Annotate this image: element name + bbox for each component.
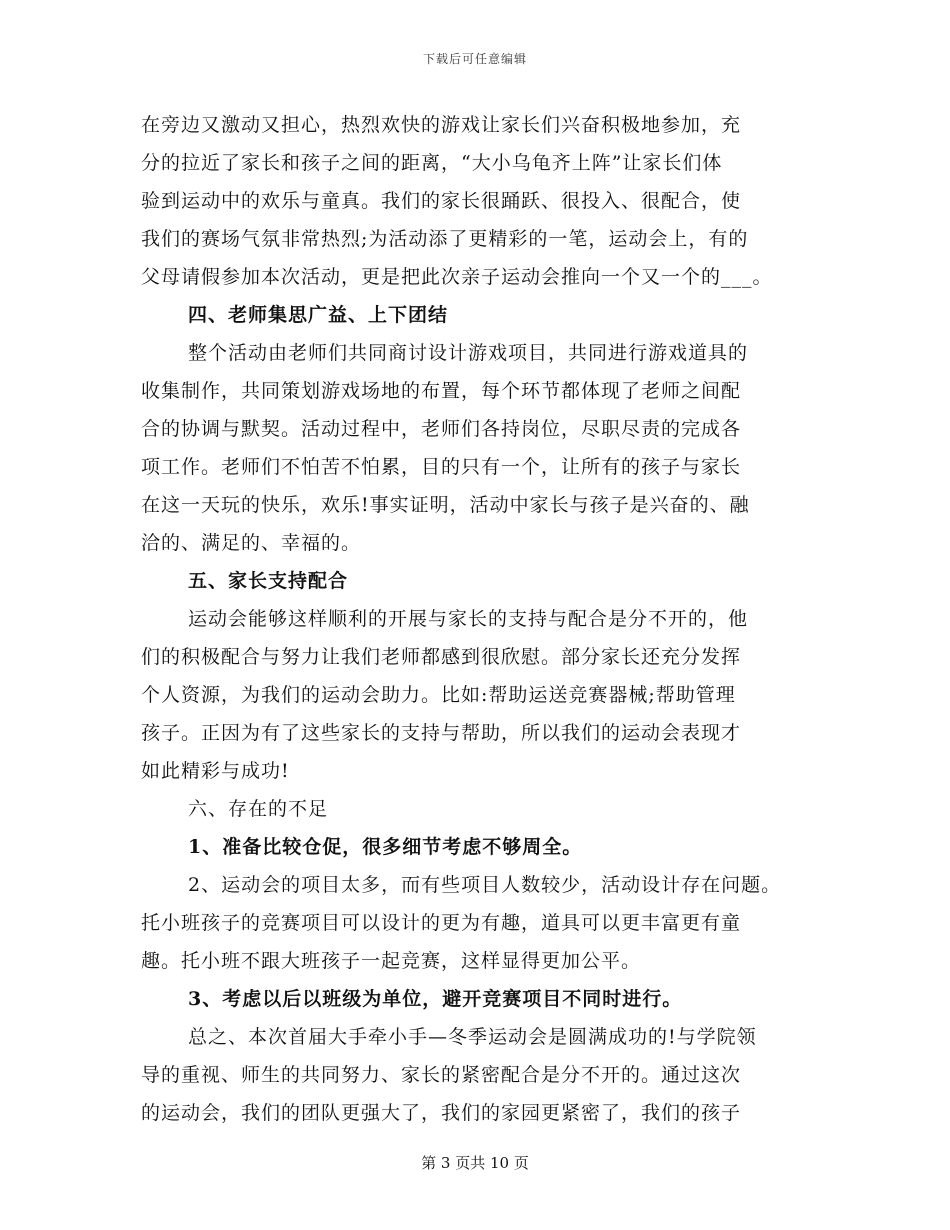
- list-item-2: 2、运动会的项目太多，而有些项目人数较少，活动设计存在问题。: [188, 874, 782, 896]
- paragraph-line: 运动会能够这样顺利的开展与家长的支持与配合是分不开的，他: [188, 608, 749, 630]
- paragraph-line: 总之、本次首届大手牵小手—冬季运动会是圆满成功的!与学院领: [188, 1026, 757, 1048]
- paragraph-line: 整个活动由老师们共同商讨设计游戏项目，共同进行游戏道具的: [188, 342, 749, 364]
- section-heading-6: 六、存在的不足: [188, 798, 329, 820]
- paragraph-line: 父母请假参加本次活动，更是把此次亲子运动会推向一个又一个的___。: [141, 266, 773, 288]
- paragraph-line: 在这一天玩的快乐，欢乐!事实证明，活动中家长与孩子是兴奋的、融: [141, 494, 750, 516]
- page-number: 第 3 页共 10 页: [421, 1154, 529, 1172]
- paragraph-line: 合的协调与默契。活动过程中，老师们各持岗位，尽职尽责的完成各: [141, 418, 742, 440]
- paragraph-line: 我们的赛场气氛非常热烈;为活动添了更精彩的一笔，运动会上，有的: [141, 228, 749, 250]
- paragraph-line: 分的拉近了家长和孩子之间的距离，“大小乌龟齐上阵”让家长们体: [141, 152, 723, 174]
- section-heading-4: 四、老师集思广益、上下团结: [188, 304, 449, 326]
- paragraph-line: 托小班孩子的竞赛项目可以设计的更为有趣，道具可以更丰富更有童: [141, 912, 742, 934]
- page-header: 下载后可任意编辑: [422, 52, 527, 66]
- paragraph-line: 导的重视、师生的共同努力、家长的紧密配合是分不开的。通过这次: [141, 1064, 742, 1086]
- paragraph-line: 在旁边又激动又担心，热烈欢快的游戏让家长们兴奋积极地参加，充: [141, 114, 742, 136]
- paragraph-line: 如此精彩与成功!: [141, 760, 290, 782]
- document-body: [141, 106, 831, 1132]
- paragraph-line: 个人资源，为我们的运动会助力。比如:帮助运送竞赛器械;帮助管理: [141, 684, 736, 706]
- paragraph-line: 项工作。老师们不怕苦不怕累，目的只有一个，让所有的孩子与家长: [141, 456, 742, 478]
- paragraph-line: 验到运动中的欢乐与童真。我们的家长很踊跃、很投入、很配合，使: [141, 190, 742, 212]
- list-item-1: 1、准备比较仓促，很多细节考虑不够周全。: [188, 836, 583, 858]
- paragraph-line: 孩子。正因为有了这些家长的支持与帮助，所以我们的运动会表现才: [141, 722, 742, 744]
- paragraph-line: 的运动会，我们的团队更强大了，我们的家园更紧密了，我们的孩子: [141, 1102, 742, 1124]
- list-item-3: 3、考虑以后以班级为单位，避开竞赛项目不同时进行。: [188, 988, 683, 1010]
- paragraph-line: 洽的、满足的、幸福的。: [141, 532, 362, 554]
- section-heading-5: 五、家长支持配合: [188, 570, 349, 592]
- paragraph-line: 趣。托小班不跟大班孩子一起竞赛，这样显得更加公平。: [141, 950, 642, 972]
- paragraph-line: 收集制作，共同策划游戏场地的布置，每个环节都体现了老师之间配: [141, 380, 742, 402]
- paragraph-line: 们的积极配合与努力让我们老师都感到很欣慰。部分家长还充分发挥: [141, 646, 742, 668]
